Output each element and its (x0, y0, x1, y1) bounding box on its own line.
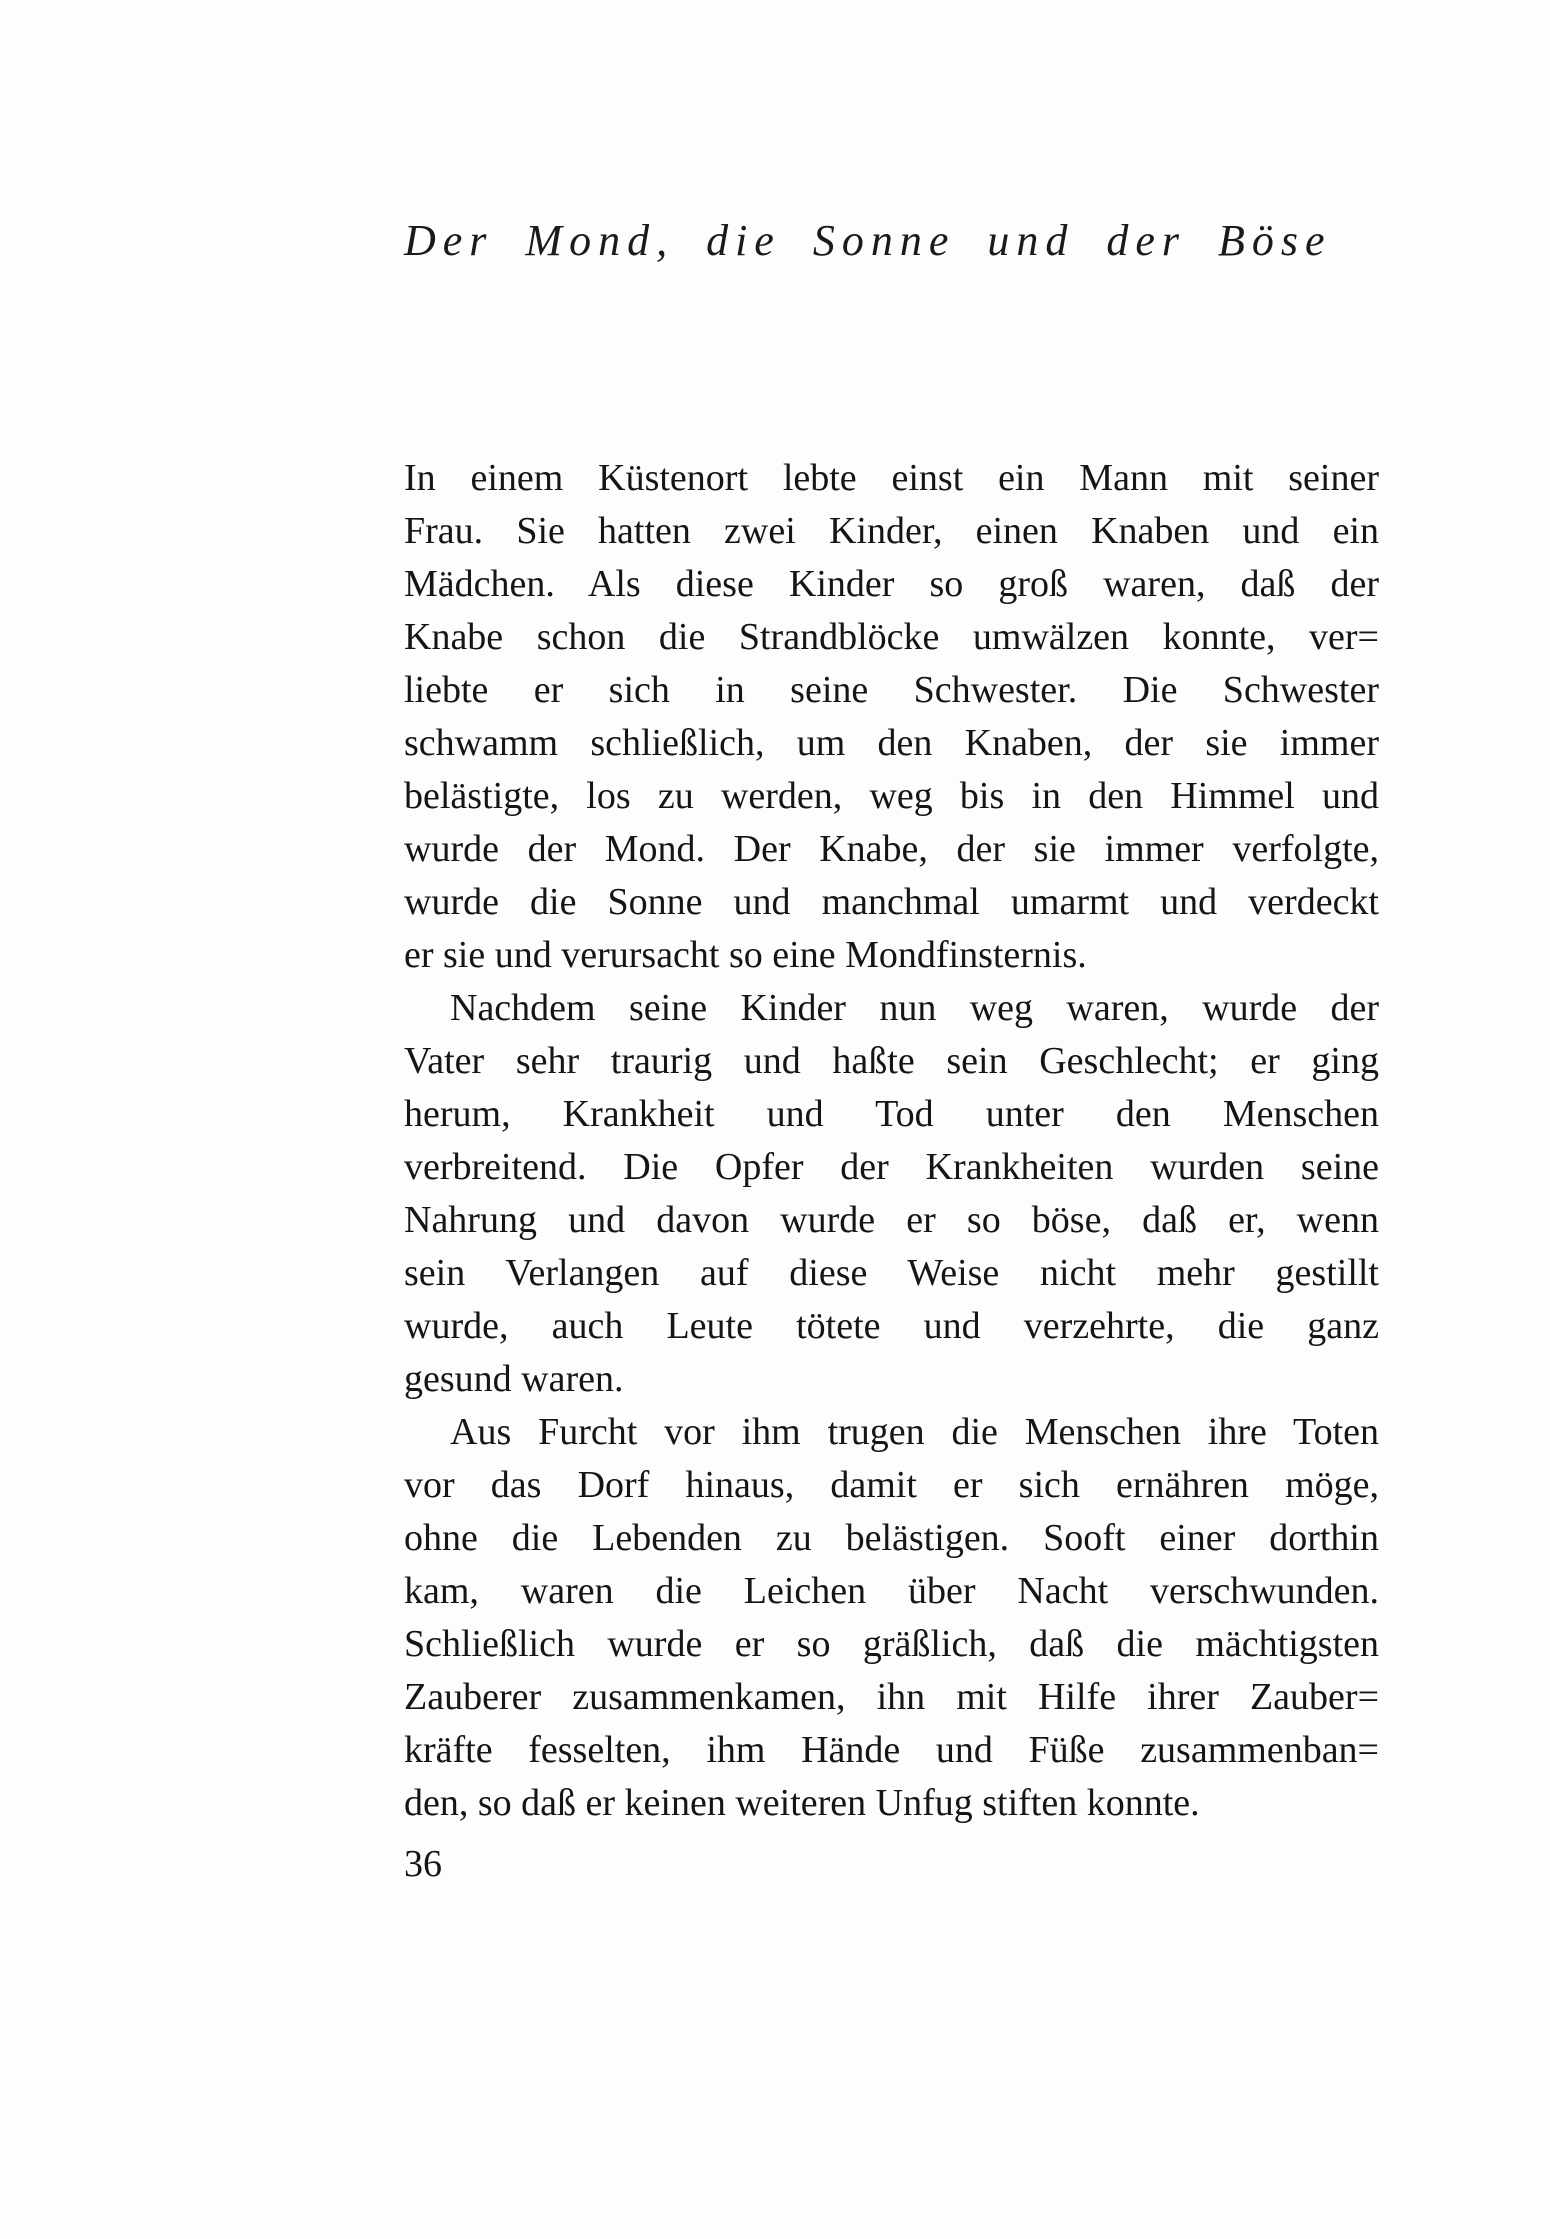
text-line: Zauberer zusammenkamen, ihn mit Hilfe ihrer Zauber= (404, 1676, 1379, 1718)
page-number: 36 (404, 1843, 442, 1885)
text-line: belästigte, los zu werden, weg bis in den Himmel und (404, 775, 1379, 817)
text-line: wurde die Sonne und manchmal umarmt und verdeckt (404, 881, 1379, 923)
text-line: Schließlich wurde er so gräßlich, daß die mächtigsten (404, 1623, 1379, 1665)
text-line: Knabe schon die Strandblöcke umwälzen konnte, ver= (404, 616, 1379, 658)
text-line: sein Verlangen auf diese Weise nicht mehr gestillt (404, 1252, 1379, 1294)
text-line: Frau. Sie hatten zwei Kinder, einen Knaben und ein (404, 510, 1379, 552)
text-line: kräfte fesselten, ihm Hände und Füße zusammenban= (404, 1729, 1379, 1771)
text-line: vor das Dorf hinaus, damit er sich ernähren möge, (404, 1464, 1379, 1506)
text-line: ohne die Lebenden zu belästigen. Sooft einer dorthin (404, 1517, 1379, 1559)
text-line: er sie und verursacht so eine Mondfinsternis. (404, 934, 1087, 976)
text-line: den, so daß er keinen weiteren Unfug stiften konnte. (404, 1782, 1200, 1824)
text-line: Nachdem seine Kinder nun weg waren, wurde der (450, 987, 1379, 1029)
text-line: verbreitend. Die Opfer der Krankheiten wurden seine (404, 1146, 1379, 1188)
text-line: wurde, auch Leute tötete und verzehrte, die ganz (404, 1305, 1379, 1347)
text-line: gesund waren. (404, 1358, 624, 1400)
paragraph (404, 452, 1379, 982)
page-title: Der Mond, die Sonne und der Böse (404, 216, 1332, 265)
text-line: Vater sehr traurig und haßte sein Geschlecht; er ging (404, 1040, 1379, 1082)
text-line: Mädchen. Als diese Kinder so groß waren, daß der (404, 563, 1379, 605)
paragraph (404, 1406, 1379, 1830)
text-line: liebte er sich in seine Schwester. Die Schwester (404, 669, 1379, 711)
text-line: kam, waren die Leichen über Nacht verschwunden. (404, 1570, 1379, 1612)
text-line: herum, Krankheit und Tod unter den Menschen (404, 1093, 1379, 1135)
text-line: wurde der Mond. Der Knabe, der sie immer verfolgte, (404, 828, 1379, 870)
text-line: Nahrung und davon wurde er so böse, daß er, wenn (404, 1199, 1379, 1241)
text-line: In einem Küstenort lebte einst ein Mann mit seiner (404, 457, 1379, 499)
paragraph (404, 982, 1379, 1406)
body-text (404, 452, 1379, 1830)
text-line: schwamm schließlich, um den Knaben, der sie immer (404, 722, 1379, 764)
text-line: Aus Furcht vor ihm trugen die Menschen ihre Toten (450, 1411, 1379, 1453)
